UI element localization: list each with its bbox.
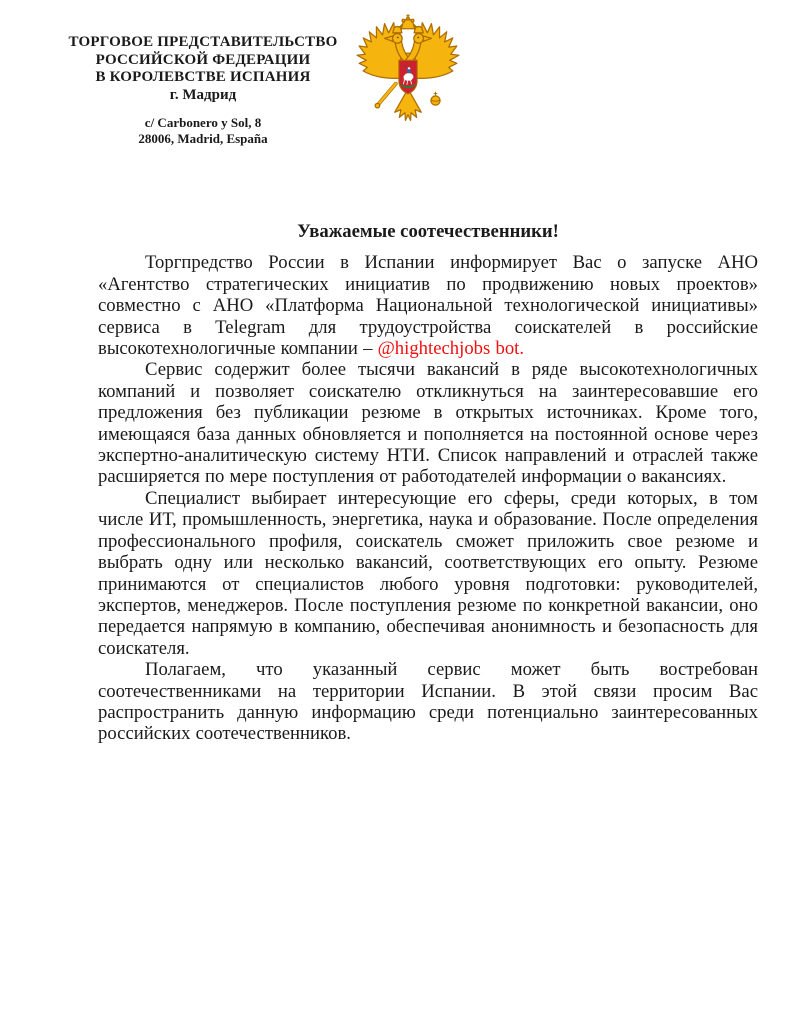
org-name-line-1: ТОРГОВОЕ ПРЕДСТАВИТЕЛЬСТВО [68, 34, 338, 50]
paragraph-1-text: Торгпредство России в Испании информирует Вас о запуске АНО «Агентство стратегических инициатив по продвижению новых проектов» совместно с АНО «Платформа Национальной технологической инициативы» сервиса в Telegram для трудоустройства соискателей в российские высокотехнологичные компании – [98, 252, 758, 360]
double-headed-eagle-icon [352, 12, 464, 130]
sender-block [55, 34, 351, 146]
letter-paragraph-3: Специалист выбирает интересующие его сферы, среди которых, в том числе ИТ, промышленность, энергетика, наука и образование. После определения профессионального профиля, соискатель сможет приложить свое резюме и выбрать одну или несколько вакансий, соответствующих его опыту. Резюме принимаются от специалистов любого уровня подготовки: руководителей, экспертов, менеджеров. После поступления резюме по конкретной вакансии, оно передается напрямую в компанию, обеспечивая анонимность и безопасность для соискателя. [98, 487, 758, 659]
org-city: г. Мадрид [169, 86, 237, 103]
telegram-bot-handle: @hightechjobs bot. [377, 338, 525, 360]
address-line-2: 28006, Madrid, España [138, 130, 268, 146]
letter-body [98, 221, 758, 745]
org-name-line-2: РОССИЙСКОЙ ФЕДЕРАЦИИ [95, 51, 311, 68]
letter-paragraph-2: Сервис содержит более тысячи вакансий в ряде высокотехнологичных компаний и позволяет соискателю откликнуться на заинтересовавшие его предложения без публикации резюме в открытых источниках. Кроме того, имеющаяся база данных обновляется и пополняется на постоянной основе через экспертно-аналитическую систему НТИ. Список направлений и отраслей также расширяется по мере поступления от работодателей информации о вакансиях. [98, 359, 758, 488]
sender-address [55, 115, 351, 146]
letter-paragraph-1 [98, 252, 758, 359]
address-line-1: c/ Carbonero y Sol, 8 [144, 115, 262, 130]
org-name-line-3: В КОРОЛЕВСТВЕ ИСПАНИЯ [95, 69, 311, 85]
letter-paragraph-4: Полагаем, что указанный сервис может быть востребован соотечественниками на территории Испании. В этой связи просим Вас распространить данную информацию среди потенциально заинтересованных российских соотечественников. [98, 659, 758, 745]
russian-coat-of-arms [352, 12, 464, 130]
letter-salutation: Уважаемые соотечественники! [297, 221, 559, 242]
